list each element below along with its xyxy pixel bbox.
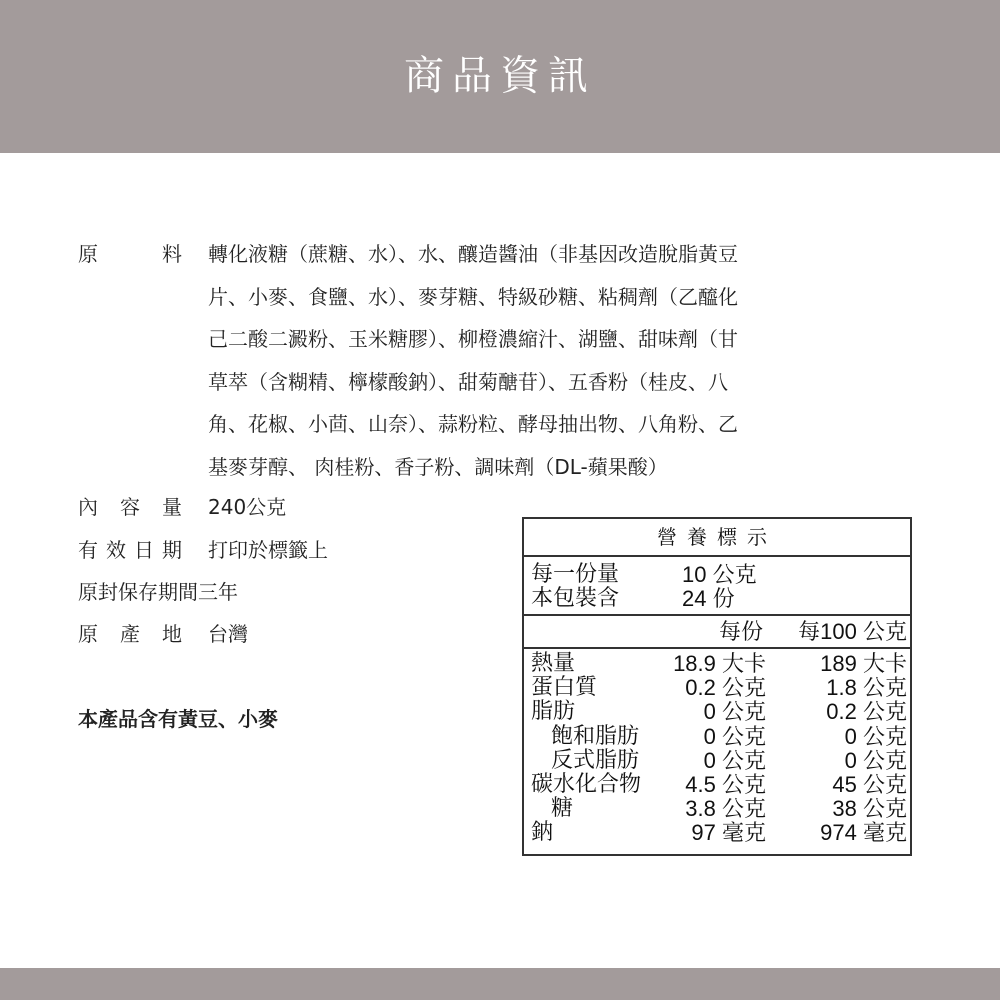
content-label-char: 量: [162, 495, 182, 519]
origin-label-char: 原: [78, 622, 98, 646]
nutrient-name: 糖: [551, 796, 574, 822]
allergen-notice: 本產品含有黃豆、小麥: [78, 707, 278, 731]
nutrient-name: 脂肪: [531, 699, 576, 725]
per-serving-value: 0 公克: [703, 747, 766, 773]
origin-label-char: 地: [162, 622, 182, 646]
expiry-label-char: 日: [134, 538, 154, 562]
per-100g-value: 45 公克: [832, 772, 907, 797]
nutrient-name: 熱量: [531, 651, 576, 676]
nutrient-name: 碳水化合物: [531, 772, 642, 797]
origin-label-char: 產: [120, 622, 140, 646]
per-serving-value: 0 公克: [703, 723, 766, 749]
nutrition-row: [524, 821, 910, 845]
per-100g-value: 38 公克: [832, 796, 907, 822]
nutrition-row: [524, 773, 910, 797]
nutrition-row: [524, 676, 910, 700]
ingredients-label-char: 料: [162, 242, 182, 266]
shelf-life: 原封保存期間三年: [78, 580, 238, 604]
ingredients-label: [78, 238, 182, 267]
per-serving-value: 3.8 公克: [685, 796, 766, 822]
per-100g-value: 974 毫克: [820, 820, 907, 846]
per-100g-value: 189 大卡: [820, 651, 907, 676]
ingredients-label-char: 原: [78, 242, 98, 266]
footer-band: [0, 968, 1000, 1000]
origin-value: 台灣: [208, 622, 248, 646]
per-serving-value: 0 公克: [703, 699, 766, 725]
expiry-label-char: 效: [106, 538, 126, 562]
per-100g-value: 1.8 公克: [826, 675, 907, 701]
nutrition-row: [524, 652, 910, 676]
content-label-char: 內: [78, 495, 98, 519]
ingredients-line: 草萃（含糊精、檸檬酸鈉）、甜菊醣苷）、五香粉（桂皮、八: [208, 369, 728, 394]
servings-value: 24 份: [682, 586, 735, 611]
origin-label: [78, 618, 182, 647]
serving-size-value: 10 公克: [682, 562, 757, 587]
per-serving-value: 4.5 公克: [685, 772, 766, 797]
ingredients-line: 角、花椒、小茴、山奈）、蒜粉粒、酵母抽出物、八角粉、乙: [208, 412, 738, 437]
per-serving-value: 18.9 大卡: [673, 651, 766, 676]
divider: [524, 555, 910, 557]
ingredients-line: 轉化液糖（蔗糖、水）、水、釀造醬油（非基因改造脫脂黃豆: [208, 242, 738, 266]
divider: [524, 614, 910, 616]
nutrient-name: 蛋白質: [531, 675, 598, 701]
nutrient-name: 鈉: [531, 820, 554, 846]
nutrition-title: 營養標示: [657, 525, 777, 549]
nutrition-row: [524, 797, 910, 821]
ingredients-line: 片、小麥、食鹽、水）、麥芽糖、特級砂糖、粘稠劑（乙醯化: [208, 284, 738, 309]
expiry-label-char: 期: [162, 538, 182, 562]
nutrition-table: [522, 517, 912, 856]
per-100g-value: 0 公克: [844, 747, 907, 773]
per-serving-value: 97 毫克: [691, 820, 766, 846]
nutrition-row: [524, 700, 910, 724]
expiry-label: [78, 534, 182, 563]
per-serving-value: 0.2 公克: [685, 675, 766, 701]
nutrition-row: [524, 725, 910, 749]
content-label: [78, 491, 182, 520]
expiry-value: 打印於標籤上: [208, 538, 328, 562]
content-label-char: 容: [120, 495, 140, 519]
nutrient-name: 飽和脂肪: [551, 723, 640, 749]
nutrition-row: [524, 749, 910, 773]
servings-label: 本包裝含: [531, 586, 620, 611]
page-title: 商品資訊: [404, 53, 596, 99]
ingredients-line: 己二酸二澱粉、玉米糖膠）、柳橙濃縮汁、湖鹽、甜味劑（甘: [208, 327, 738, 352]
per-100g-value: 0.2 公克: [826, 699, 907, 725]
expiry-label-char: 有: [78, 538, 98, 562]
nutrient-name: 反式脂肪: [551, 747, 640, 773]
serving-size-label: 每一份量: [531, 562, 620, 587]
per-100g-value: 0 公克: [844, 723, 907, 749]
content-value: 240公克: [208, 495, 287, 519]
col-per-100g: 每100 公克: [798, 619, 907, 644]
ingredients-line: 基麥芽醇、 肉桂粉、香子粉、調味劑（DL-蘋果酸）: [208, 455, 668, 479]
divider: [524, 647, 910, 649]
col-per-serving: 每份: [718, 619, 763, 644]
